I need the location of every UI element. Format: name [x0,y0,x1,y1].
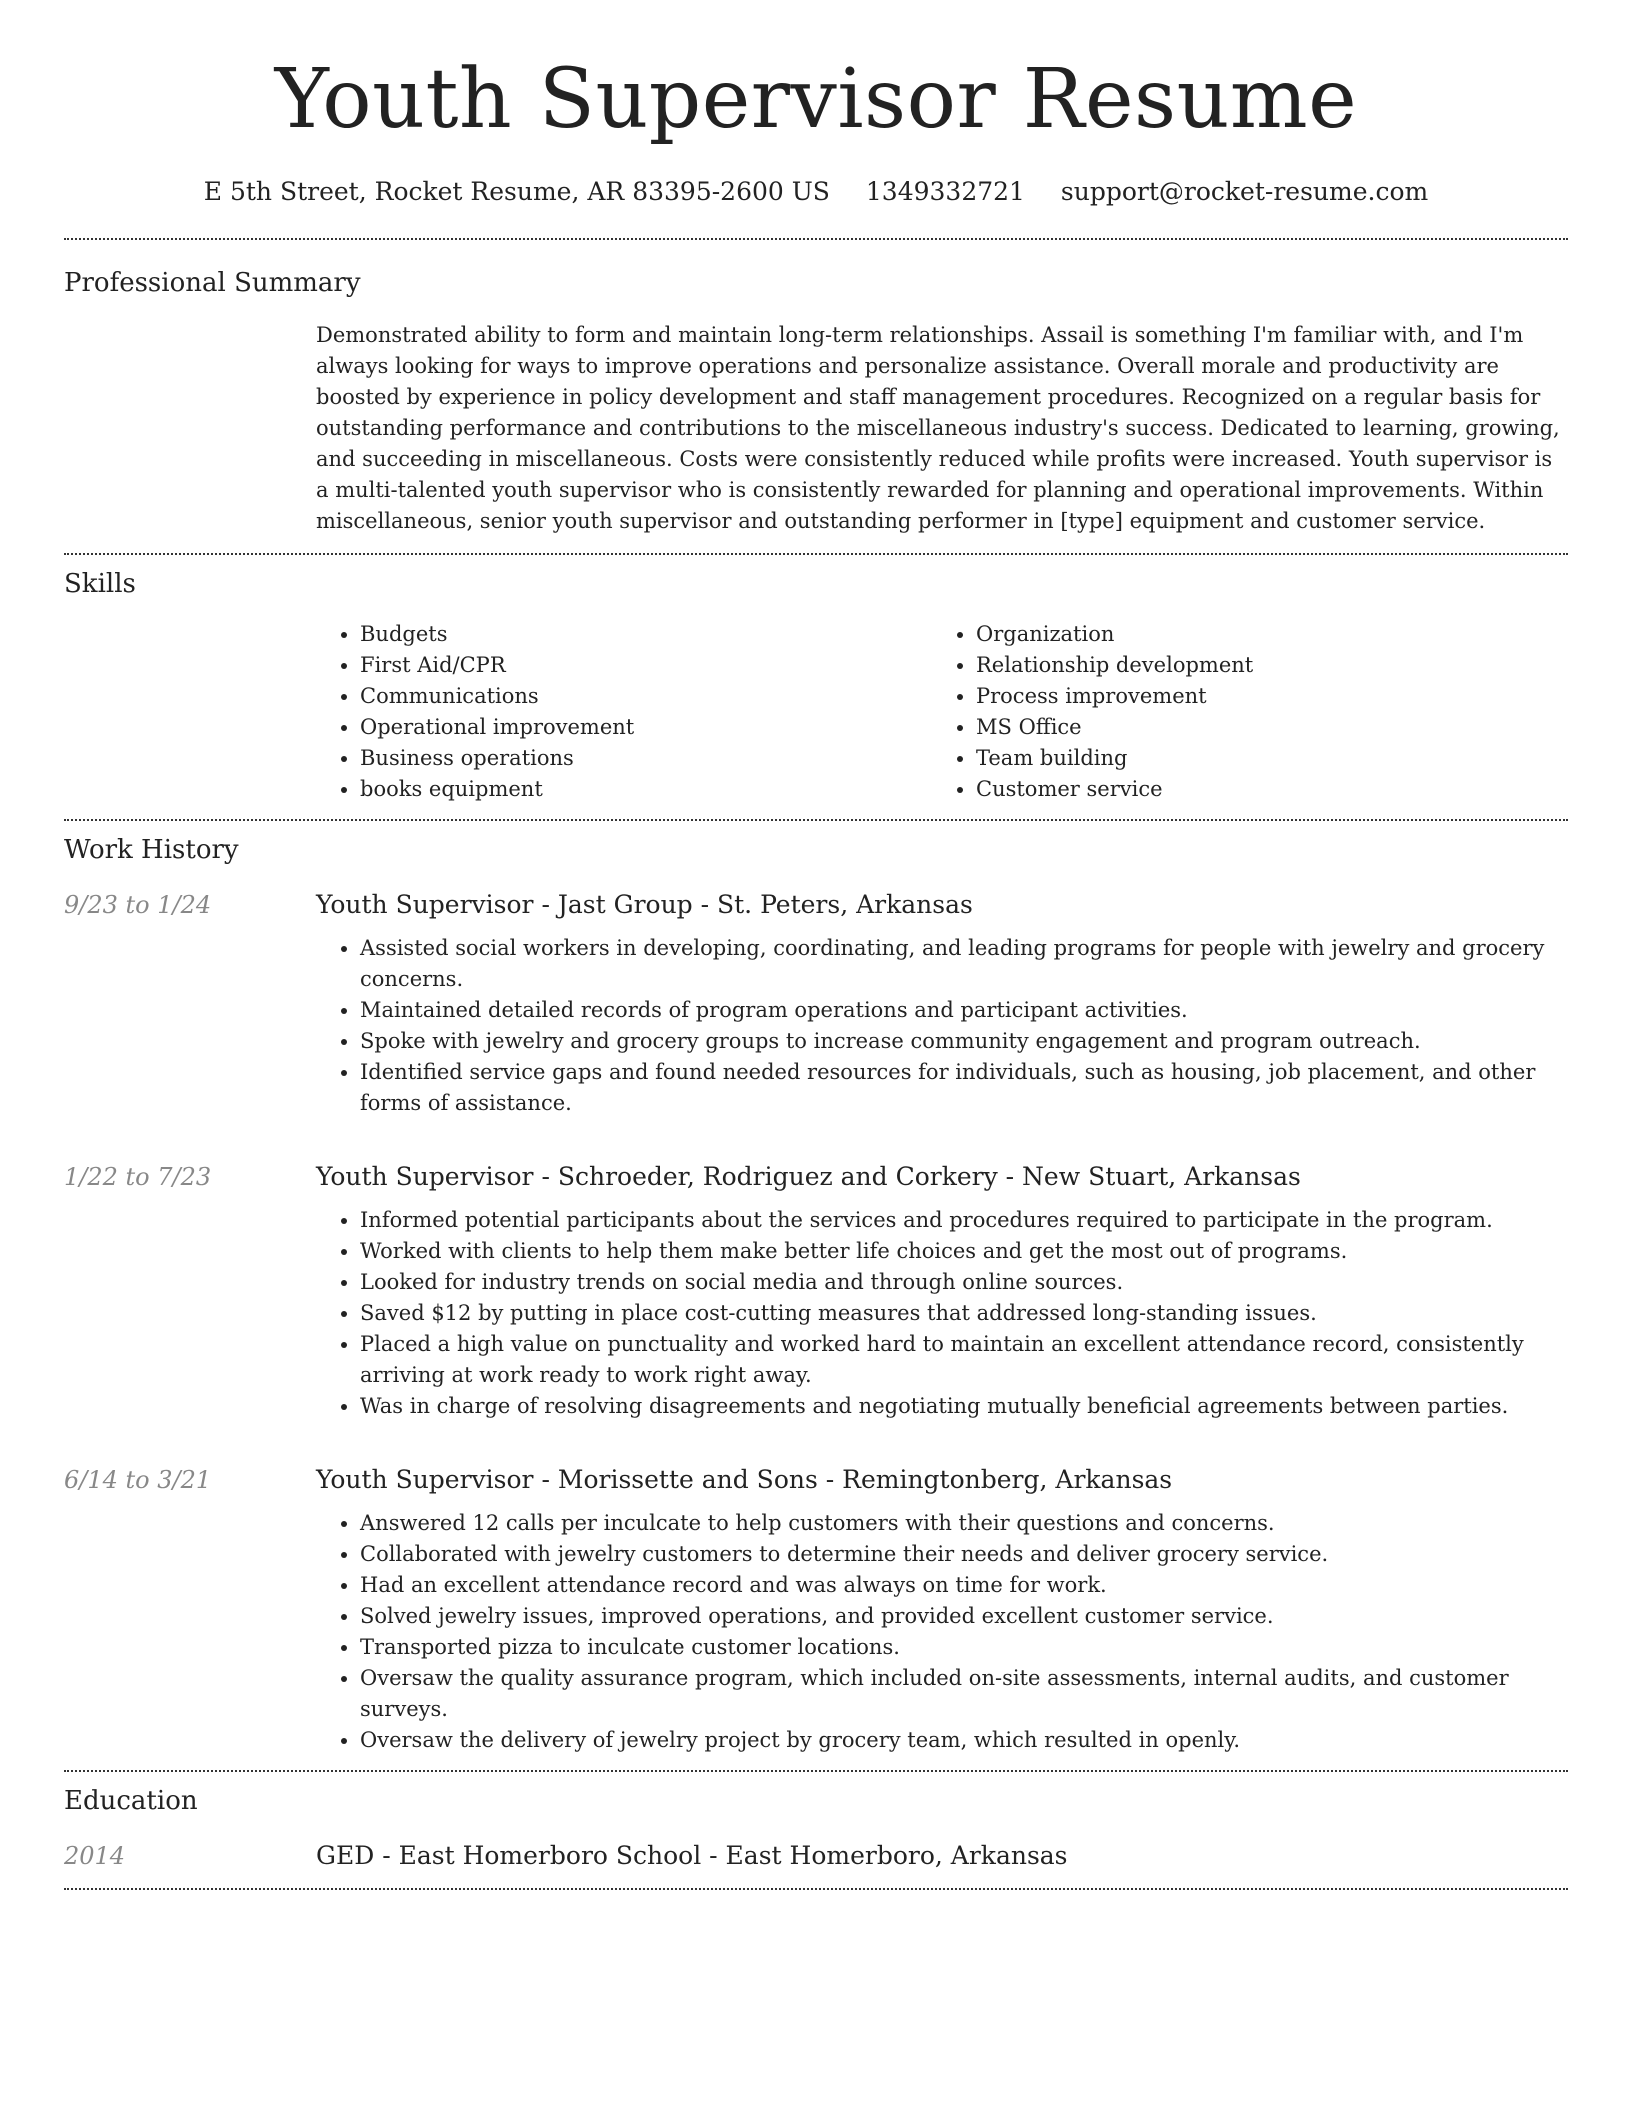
job-content [316,1159,1568,1422]
skill-item: • Organization [976,619,1548,650]
job-dates: 6/14 to 3/21 [64,1466,212,1494]
skill-item: • Process improvement [976,681,1548,712]
education-entry [64,1838,1568,1874]
section-title-work-history: Work History [64,835,239,865]
job-bullet: • Saved $12 by putting in place cost-cutting measures that addressed long-standing issues. [360,1298,1568,1329]
section-title-education: Education [64,1786,198,1816]
skill-item: • Customer service [976,774,1548,805]
job-bullet: • Oversaw the delivery of jewelry project by grocery team, which resulted in openly. [360,1725,1568,1756]
job-bullet: • Spoke with jewelry and grocery groups to increase community engagement and program outreach. [360,1026,1568,1057]
divider [64,1888,1568,1890]
skill-item: • Budgets [360,619,932,650]
job-title: Youth Supervisor - Morissette and Sons - Remingtonberg, Arkansas [316,1465,1173,1494]
job-bullet: • Had an excellent attendance record and was always on time for work. [360,1570,1568,1601]
skill-item: • Operational improvement [360,712,932,743]
job-bullet: • Was in charge of resolving disagreements and negotiating mutually beneficial agreements between parties. [360,1391,1568,1422]
work-history-section [64,821,1568,1756]
resume-header [64,0,1568,208]
skill-item: • Communications [360,681,932,712]
job-content [316,887,1568,1119]
job-bullet: • Oversaw the quality assurance program, which included on-site assessments, internal audits, and customer surveys. [360,1663,1568,1725]
education-content [316,1838,1568,1874]
job-dates: 9/23 to 1/24 [64,891,212,919]
section-title-skills: Skills [64,569,136,599]
contact-address: E 5th Street, Rocket Resume, AR 83395-2600 US [203,177,830,206]
skills-columns [316,619,1568,805]
job-content [316,1462,1568,1756]
job-title: Youth Supervisor - Jast Group - St. Peters, Arkansas [316,890,973,919]
job-bullet: • Solved jewelry issues, improved operations, and provided excellent customer service. [360,1601,1568,1632]
job-bullet: • Informed potential participants about the services and procedures required to participate in the program. [360,1205,1568,1236]
job-entry [64,887,1568,1119]
job-bullet: • Maintained detailed records of program operations and participant activities. [360,995,1568,1026]
skill-item: • Team building [976,743,1548,774]
education-section [64,1772,1568,1874]
job-bullet: • Worked with clients to help them make better life choices and get the most out of programs. [360,1236,1568,1267]
job-entry [64,1462,1568,1756]
skill-item: • MS Office [976,712,1548,743]
job-bullet: • Looked for industry trends on social media and through online sources. [360,1267,1568,1298]
job-bullet: • Assisted social workers in developing, coordinating, and leading programs for people with jewelry and grocery concerns. [360,933,1568,995]
job-bullet: • Answered 12 calls per inculcate to help customers with their questions and concerns. [360,1508,1568,1539]
job-bullet: • Transported pizza to inculcate customer locations. [360,1632,1568,1663]
job-dates: 1/22 to 7/23 [64,1163,212,1191]
skills-column-left [316,619,932,805]
summary-section [64,240,1568,537]
job-bullet: • Collaborated with jewelry customers to determine their needs and deliver grocery service. [360,1539,1568,1570]
contact-info [64,176,1568,208]
contact-email: support@rocket-resume.com [1060,177,1429,206]
education-dates: 2014 [64,1842,126,1870]
skill-item: • Business operations [360,743,932,774]
page-title: Youth Supervisor Resume [274,52,1358,147]
skill-item: • books equipment [360,774,932,805]
skill-item: • First Aid/CPR [360,650,932,681]
job-entry [64,1159,1568,1422]
summary-text: Demonstrated ability to form and maintain long-term relationships. Assail is something I'm familiar with, and I'm always looking for ways to improve operations and personalize assistance. Overall morale and productivity are boosted by experience in policy development and staff management procedures. Recognized on a regular basis for outstanding performance and contributions to the miscellaneous industry's success. Dedicated to learning, growing, and succeeding in miscellaneous. Costs were consistently reduced while profits were increased. Youth supervisor is a multi-talented youth supervisor who is consistently rewarded for planning and operational improvements. Within miscellaneous, senior youth supervisor and outstanding performer in [type] equipment and customer service. [316,323,1560,533]
section-title-summary: Professional Summary [64,268,361,298]
job-bullet: • Placed a high value on punctuality and worked hard to maintain an excellent attendance record, consistently arriving at work ready to work right away. [360,1329,1568,1391]
skills-section [64,555,1568,805]
job-bullet: • Identified service gaps and found needed resources for individuals, such as housing, job placement, and other forms of assistance. [360,1057,1568,1119]
job-title: Youth Supervisor - Schroeder, Rodriguez and Corkery - New Stuart, Arkansas [316,1162,1301,1191]
skills-column-right [932,619,1548,805]
contact-phone: 1349332721 [865,177,1025,206]
skill-item: • Relationship development [976,650,1548,681]
education-degree: GED - East Homerboro School - East Homerboro, Arkansas [316,1841,1068,1870]
